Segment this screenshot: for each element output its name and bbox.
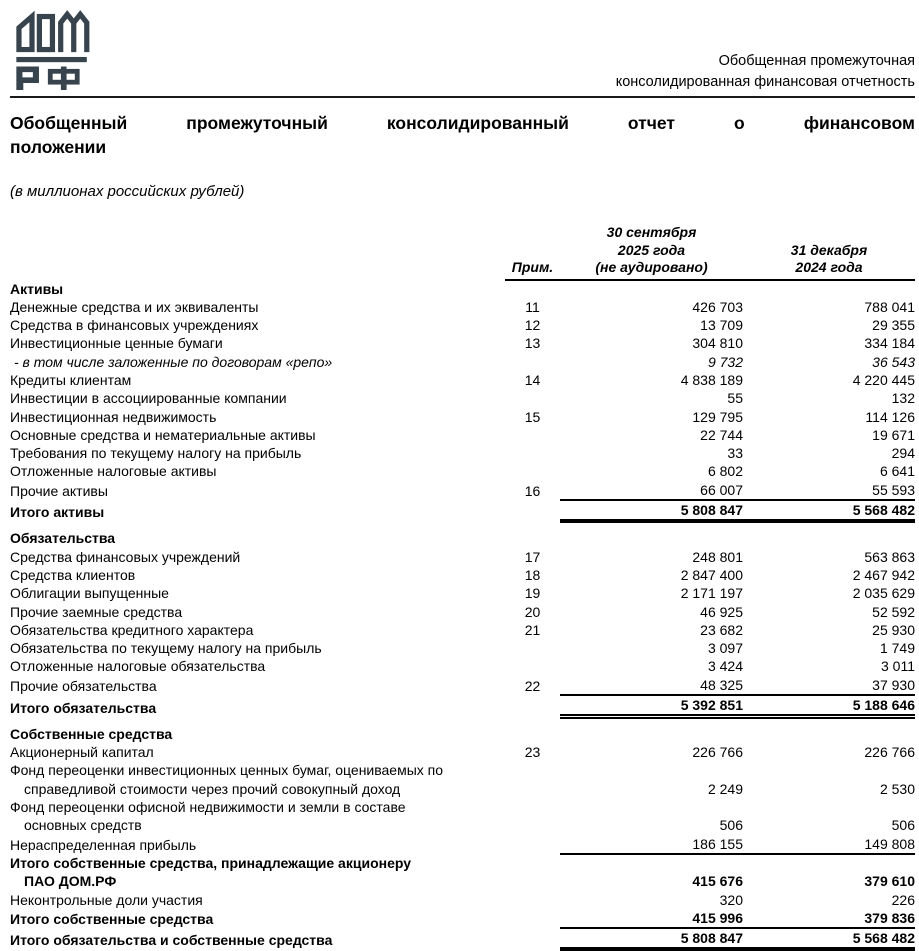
row-label: Обязательства кредитного характера: [10, 621, 254, 638]
value-2024: 506: [891, 817, 915, 834]
table-row: [10, 584, 915, 602]
row-label: Денежные средства и их эквиваленты: [10, 298, 259, 315]
note-cell: [505, 462, 560, 480]
value-2025: 129 795: [692, 408, 743, 425]
table-row: [10, 657, 915, 675]
row-label: Неконтрольные доли участия: [10, 891, 203, 908]
value-2024: 19 671: [872, 426, 915, 443]
table-row: [10, 798, 915, 835]
note-cell: [505, 426, 560, 444]
value-2024: 52 592: [872, 603, 915, 620]
table-row: [10, 481, 915, 500]
header-spacer: [10, 224, 505, 280]
value-2024: 29 355: [872, 317, 915, 334]
value-2024: 4 220 445: [852, 371, 915, 388]
value-2025: 415 676: [692, 873, 743, 890]
domrf-logo-icon: [12, 8, 92, 92]
section-row: [10, 717, 915, 743]
value-2025: 66 007: [560, 481, 743, 500]
note-cell: [505, 521, 560, 547]
row-label: Отложенные налоговые обязательства: [10, 658, 266, 675]
note-cell: 20: [524, 603, 541, 620]
value-2024: 6 641: [879, 463, 915, 480]
note-cell: [505, 639, 560, 657]
value-2024: 5 568 482: [743, 928, 915, 949]
row-label: Средства клиентов: [10, 566, 136, 583]
row-label: Итого собственные средства, принадлежащие акционеру ПАО ДОМ.РФ: [10, 854, 412, 890]
row-label: Инвестиционная недвижимость: [10, 408, 217, 425]
value-2025: 6 802: [707, 463, 743, 480]
section-row: [10, 280, 915, 298]
note-cell: [505, 695, 560, 717]
table-row: [10, 408, 915, 426]
note-cell: 12: [524, 317, 541, 334]
value-2024: 379 610: [864, 873, 915, 890]
section-row: [10, 521, 915, 547]
document-type-caption: [616, 51, 915, 93]
table-row: [10, 909, 915, 928]
note-cell: [505, 798, 560, 835]
value-2025: 4 838 189: [680, 371, 743, 388]
value-2025: 226 766: [692, 744, 743, 761]
row-label: Нераспределенная прибыль: [10, 836, 197, 853]
value-2024: 132: [891, 390, 915, 407]
page-title-line2: положении: [10, 137, 107, 157]
col-header-2025: 30 сентября 2025 года (не аудировано): [560, 224, 743, 280]
caption-line2: консолидированная финансовая отчетность: [615, 74, 915, 90]
note-cell: [505, 854, 560, 891]
table-row: [10, 761, 915, 798]
value-2024: 226 766: [864, 744, 915, 761]
row-label: Активы: [10, 280, 64, 297]
table-row: [10, 566, 915, 584]
value-2024: 379 836: [743, 909, 915, 928]
table-row: [10, 548, 915, 566]
note-cell: 19: [524, 585, 541, 602]
value-2025: 5 392 851: [560, 695, 743, 717]
row-label: Собственные средства: [10, 725, 173, 742]
value-2025: 3 424: [707, 658, 743, 675]
value-2024: 36 543: [872, 353, 915, 370]
row-label: Инвестиции в ассоциированные компании: [10, 390, 287, 407]
table-row: [10, 854, 915, 891]
row-label: Фонд переоценки офисной недвижимости и земли в составе основных средств: [10, 799, 406, 834]
table-row: [10, 621, 915, 639]
value-2025: 3 097: [707, 640, 743, 657]
row-label: Кредиты клиентам: [10, 371, 132, 388]
value-2025: 304 810: [692, 335, 743, 352]
value-2024: 55 593: [743, 481, 915, 500]
note-cell: 16: [524, 482, 541, 499]
page-title-line1: Обобщенный промежуточный консолидированный отчет о финансовом: [10, 113, 915, 133]
value-2025: 415 996: [560, 909, 743, 928]
value-2024: 37 930: [743, 676, 915, 695]
value-2024: 788 041: [864, 298, 915, 315]
table-row: [10, 316, 915, 334]
table-row: [10, 835, 915, 854]
row-label: Требования по текущему налогу на прибыль: [10, 445, 302, 462]
table-row: [10, 371, 915, 389]
note-cell: 14: [524, 371, 541, 388]
col-header-note: Прим.: [505, 224, 560, 280]
value-2025: [560, 280, 743, 298]
value-2025: 22 744: [700, 426, 743, 443]
page-title: [10, 111, 915, 159]
row-label: Итого обязательства: [10, 699, 157, 716]
table-row: [10, 695, 915, 717]
table-row: [10, 603, 915, 621]
value-2025: 248 801: [692, 548, 743, 565]
value-2025: 55: [727, 390, 743, 407]
table-row: [10, 676, 915, 695]
table-row: [10, 353, 915, 371]
note-cell: 15: [524, 408, 541, 425]
value-2025: [560, 717, 743, 743]
row-label: Основные средства и нематериальные активы: [10, 426, 316, 443]
value-2024: 114 126: [865, 408, 915, 425]
value-2024: 294: [891, 445, 915, 462]
value-2025: 426 703: [692, 298, 743, 315]
value-2025: 46 925: [700, 603, 743, 620]
value-2024: 149 808: [743, 835, 915, 854]
document-header: [10, 8, 915, 98]
row-label: Отложенные налоговые активы: [10, 463, 217, 480]
note-cell: [505, 761, 560, 798]
value-2024: 2 530: [879, 780, 915, 797]
row-label: Прочие обязательства: [10, 677, 157, 694]
row-label: - в том числе заложенные по договорам «репо»: [14, 353, 333, 370]
note-cell: [505, 928, 560, 949]
value-2024: 563 863: [864, 548, 915, 565]
note-cell: 23: [524, 744, 541, 761]
value-2024: 5 188 646: [743, 695, 915, 717]
row-label: Обязательства по текущему налогу на прибыль: [10, 640, 322, 657]
table-row: [10, 462, 915, 480]
value-2024: [743, 280, 915, 298]
value-2025: 5 808 847: [560, 500, 743, 521]
value-2025: 186 155: [560, 835, 743, 854]
row-label: Прочие активы: [10, 482, 108, 499]
note-cell: [505, 444, 560, 462]
value-2025: 320: [719, 891, 743, 908]
value-2025: 506: [719, 817, 743, 834]
table-row: [10, 389, 915, 407]
table-row: [10, 891, 915, 909]
note-cell: 11: [525, 298, 540, 315]
value-2024: [743, 521, 915, 547]
note-cell: 17: [524, 548, 541, 565]
note-cell: [505, 835, 560, 854]
row-label: Обязательства: [10, 530, 116, 547]
table-row: [10, 426, 915, 444]
value-2024: 25 930: [872, 621, 915, 638]
note-cell: [505, 909, 560, 928]
note-cell: 13: [524, 335, 541, 352]
value-2024: 226: [891, 891, 915, 908]
table-row: [10, 500, 915, 521]
table-row: [10, 928, 915, 949]
row-label: Итого обязательства и собственные средства: [10, 932, 333, 949]
note-cell: [505, 353, 560, 371]
value-2025: 2 249: [707, 780, 743, 797]
caption-line1: Обобщенная промежуточная: [718, 53, 915, 69]
value-2025: 33: [727, 445, 743, 462]
currency-note: (в миллионах российских рублей): [10, 183, 245, 200]
value-2025: 48 325: [560, 676, 743, 695]
value-2025: 13 709: [700, 317, 743, 334]
balance-sheet-table: [10, 224, 915, 951]
value-2025: 5 808 847: [560, 928, 743, 949]
note-cell: [505, 280, 560, 298]
row-label: Итого активы: [10, 504, 105, 521]
note-cell: 22: [524, 677, 541, 694]
value-2025: 9 732: [707, 353, 743, 370]
row-label: Средства в финансовых учреждениях: [10, 317, 259, 334]
row-label: Облигации выпущенные: [10, 585, 169, 602]
note-cell: 21: [524, 621, 541, 638]
note-cell: [505, 891, 560, 909]
table-row: [10, 334, 915, 352]
value-2025: 2 171 197: [680, 585, 743, 602]
table-header-row: [10, 224, 915, 280]
row-label: Прочие заемные средства: [10, 603, 183, 620]
value-2025: 2 847 400: [680, 566, 743, 583]
value-2025: [560, 521, 743, 547]
value-2024: [743, 717, 915, 743]
col-header-2024: 31 декабря 2024 года: [743, 224, 915, 280]
table-row: [10, 298, 915, 316]
row-label: Итого собственные средства: [10, 910, 214, 927]
value-2024: 334 184: [864, 335, 915, 352]
table-row: [10, 743, 915, 761]
table-row: [10, 444, 915, 462]
value-2024: 1 749: [879, 640, 915, 657]
note-cell: [505, 500, 560, 521]
value-2024: 2 467 942: [852, 566, 915, 583]
row-label: Фонд переоценки инвестиционных ценных бумаг, оцениваемых по справедливой стоимости через прочий совокупный доход: [10, 762, 444, 797]
value-2025: 23 682: [700, 621, 743, 638]
value-2024: 3 011: [881, 658, 915, 675]
row-label: Акционерный капитал: [10, 744, 154, 761]
value-2024: 5 568 482: [743, 500, 915, 521]
table-row: [10, 639, 915, 657]
note-cell: [505, 389, 560, 407]
table-body: [10, 280, 915, 950]
note-cell: [505, 717, 560, 743]
note-cell: 18: [524, 566, 541, 583]
note-cell: [505, 657, 560, 675]
row-label: Инвестиционные ценные бумаги: [10, 335, 223, 352]
row-label: Средства финансовых учреждений: [10, 548, 241, 565]
value-2024: 2 035 629: [852, 585, 915, 602]
